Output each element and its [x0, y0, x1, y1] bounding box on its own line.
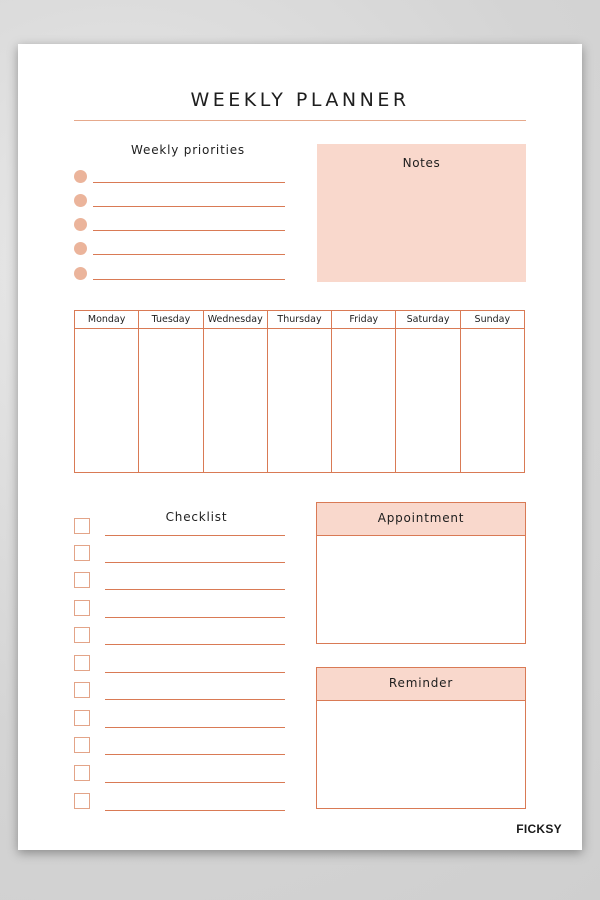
checkbox[interactable] [74, 627, 90, 643]
appointment-heading: Appointment [317, 503, 525, 536]
priority-write-line [93, 182, 285, 183]
checkbox[interactable] [74, 737, 90, 753]
week-table [74, 310, 525, 473]
priority-write-line [93, 230, 285, 231]
priority-item[interactable] [74, 265, 288, 281]
checklist-item [74, 682, 288, 700]
checkbox[interactable] [74, 655, 90, 671]
checklist-write-line [105, 754, 285, 755]
checklist-item [74, 600, 288, 618]
priorities-heading: Weekly priorities [131, 143, 245, 157]
priority-item[interactable] [74, 216, 288, 232]
day-label: Sunday [461, 311, 524, 329]
checklist-heading: Checklist [165, 510, 228, 524]
checklist-item [74, 765, 288, 783]
priority-item[interactable] [74, 240, 288, 256]
checklist-item [74, 518, 288, 536]
priority-item[interactable] [74, 168, 288, 184]
checklist-write-line [105, 644, 285, 645]
brand-logo: FICKSY [516, 822, 562, 836]
checkbox[interactable] [74, 518, 90, 534]
bullet-dot-icon [74, 218, 87, 231]
checkbox[interactable] [74, 600, 90, 616]
checklist-write-line [105, 535, 285, 536]
priority-write-line [93, 279, 285, 280]
page-title: WEEKLY PLANNER [190, 89, 410, 111]
checklist-item [74, 655, 288, 673]
day-column-monday[interactable] [75, 311, 138, 472]
bullet-dot-icon [74, 194, 87, 207]
day-label: Thursday [268, 311, 331, 329]
day-label: Saturday [396, 311, 459, 329]
day-column-thursday[interactable] [267, 311, 331, 472]
checklist-write-line [105, 617, 285, 618]
day-label: Monday [75, 311, 138, 329]
checkbox[interactable] [74, 682, 90, 698]
day-label: Wednesday [204, 311, 267, 329]
bullet-dot-icon [74, 170, 87, 183]
day-label: Tuesday [139, 311, 202, 329]
planner-sheet [18, 44, 582, 850]
checklist-write-line [105, 672, 285, 673]
checklist-item [74, 627, 288, 645]
checklist-write-line [105, 727, 285, 728]
day-label: Friday [332, 311, 395, 329]
checklist-write-line [105, 562, 285, 563]
checklist-write-line [105, 699, 285, 700]
day-column-sunday[interactable] [460, 311, 524, 472]
bullet-dot-icon [74, 242, 87, 255]
reminder-box[interactable] [316, 667, 526, 809]
day-column-friday[interactable] [331, 311, 395, 472]
day-column-tuesday[interactable] [138, 311, 202, 472]
checklist-item [74, 572, 288, 590]
checklist-item [74, 545, 288, 563]
checklist-write-line [105, 782, 285, 783]
priority-write-line [93, 254, 285, 255]
checklist-item [74, 710, 288, 728]
checkbox[interactable] [74, 793, 90, 809]
day-column-wednesday[interactable] [203, 311, 267, 472]
checklist-item [74, 737, 288, 755]
day-column-saturday[interactable] [395, 311, 459, 472]
checkbox[interactable] [74, 710, 90, 726]
reminder-heading: Reminder [317, 668, 525, 701]
checklist-item [74, 793, 288, 811]
notes-heading: Notes [402, 156, 441, 170]
title-divider [74, 120, 526, 121]
priority-write-line [93, 206, 285, 207]
priority-item[interactable] [74, 192, 288, 208]
checkbox[interactable] [74, 572, 90, 588]
checkbox[interactable] [74, 765, 90, 781]
bullet-dot-icon [74, 267, 87, 280]
checklist-write-line [105, 810, 285, 811]
checklist-write-line [105, 589, 285, 590]
notes-box[interactable] [317, 144, 526, 282]
appointment-box[interactable] [316, 502, 526, 644]
checkbox[interactable] [74, 545, 90, 561]
